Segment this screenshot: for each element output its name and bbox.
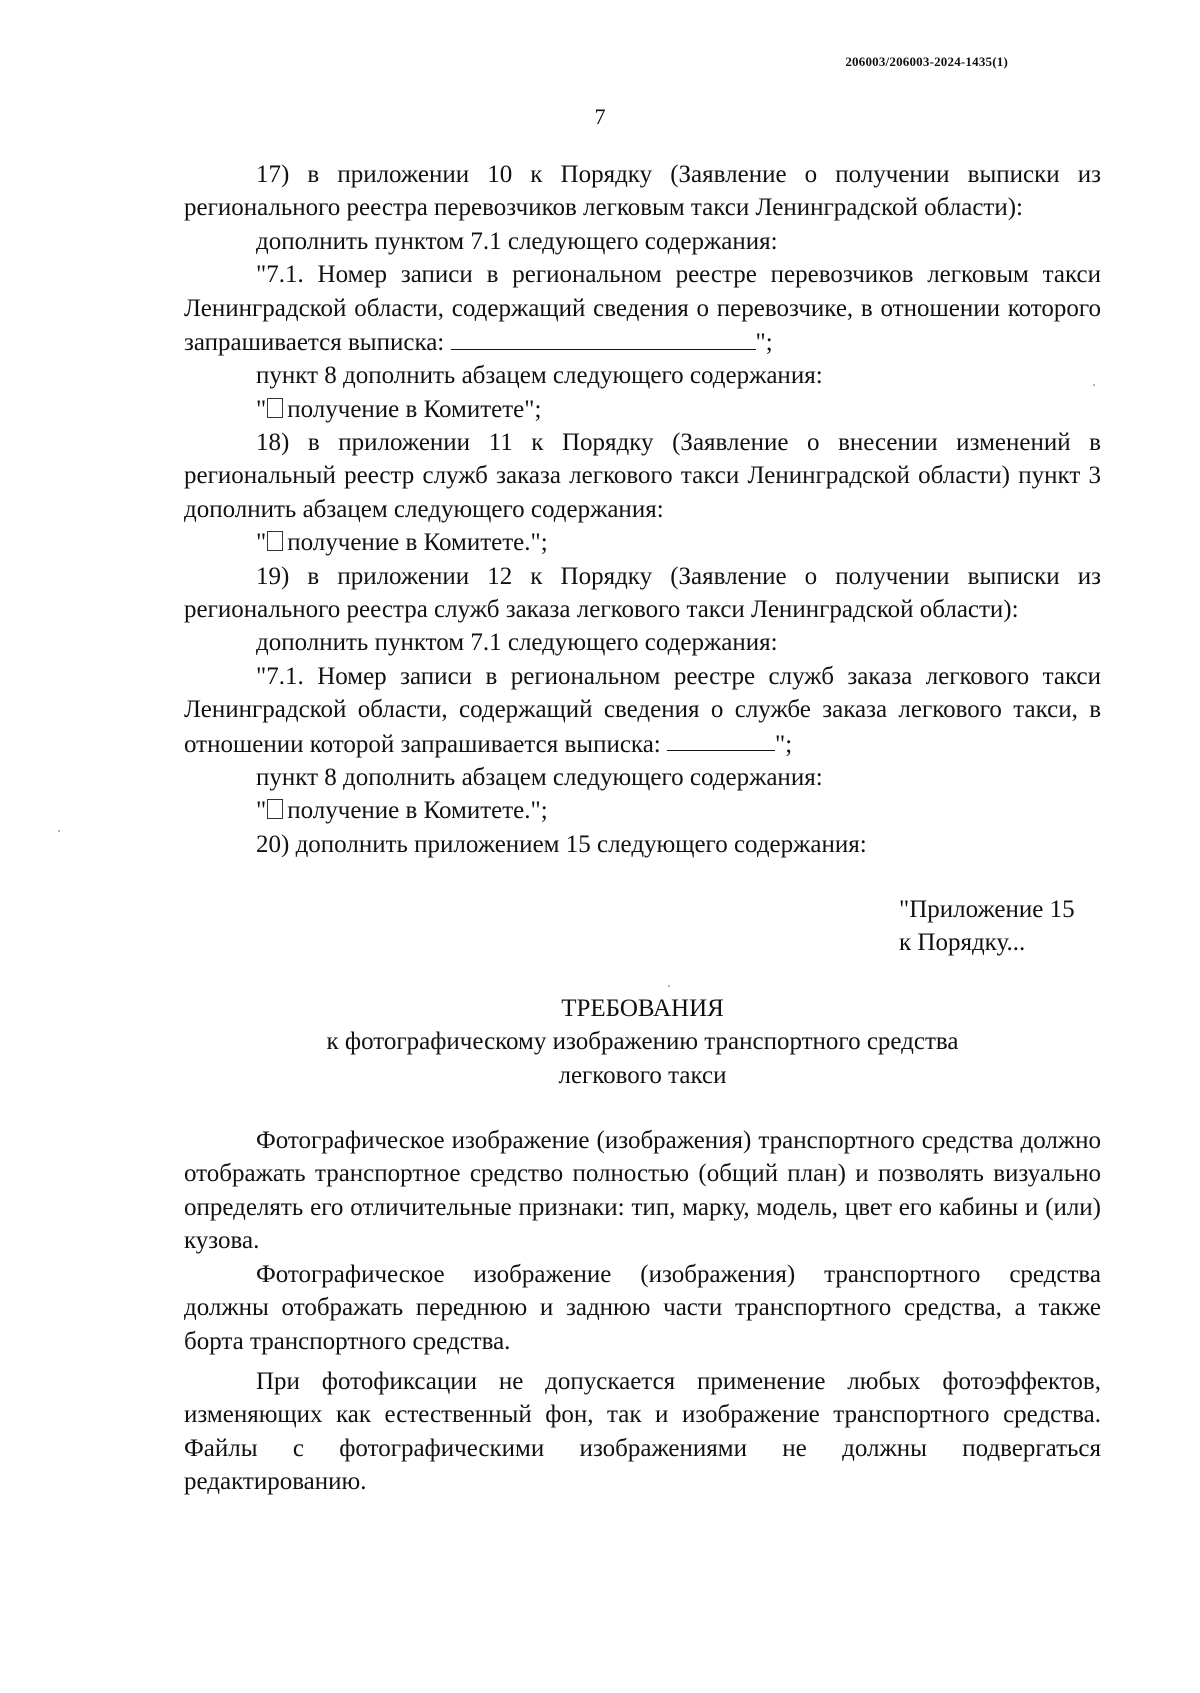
item-20: 20) дополнить приложением 15 следующего содержания:: [256, 830, 867, 858]
appendix-line-2: к Порядку...: [899, 929, 1026, 957]
requirements-heading: [184, 992, 1101, 1092]
checkbox-icon: [267, 531, 283, 551]
item-17-intro: 17) в приложении 10 к Порядку (Заявление о получении выписки из регионального реестра перевозчиков легковым такси Ленинградской области):: [184, 161, 1101, 222]
checkbox-icon: [267, 799, 283, 819]
document-id: 206003/206003-2024-1435(1): [845, 54, 1008, 69]
item-19-point-7-1: [184, 660, 1101, 761]
item-19-quote-text: получение в Комитете.";: [287, 797, 548, 825]
item-18-quote: [184, 526, 1101, 559]
item-19-point-8: пункт 8 дополнить абзацем следующего содержания:: [256, 763, 823, 791]
item-19-point-7-1-text: "7.1. Номер записи в региональном реестре служб заказа легкового такси Ленинградской области, содержащий сведения о службе заказа легкового такси, в отношении которой запрашивается выписка:: [184, 662, 1101, 758]
requirements-subtitle-line-2: легкового такси: [558, 1061, 727, 1089]
scan-speck: [668, 985, 670, 987]
fill-in-blank-line: [667, 727, 775, 752]
quote-mark: ": [256, 395, 267, 423]
item-19-intro: 19) в приложении 12 к Порядку (Заявление о получении выписки из регионального реестра служб заказа легкового такси Ленинградской области):: [184, 562, 1101, 624]
page-number: 7: [594, 104, 606, 129]
item-17-add-point: дополнить пунктом 7.1 следующего содержания:: [256, 227, 778, 255]
requirements-subtitle-line-1: к фотографическому изображению транспортного средства: [326, 1028, 959, 1056]
item-17-point-7-1: [184, 258, 1101, 359]
item-17-point-7-1-close: ";: [755, 328, 773, 356]
item-19-point-7-1-close: ";: [774, 730, 793, 758]
quote-mark: ": [256, 529, 267, 557]
requirements-paragraph-1: Фотографическое изображение (изображения) транспортного средства должно отображать транспортное средство полностью (общий план) и позволять визуально определять его отличительные признаки: тип, марку, модель, цвет его кабины и (или) кузова.: [184, 1127, 1101, 1255]
checkbox-icon: [267, 398, 283, 418]
item-18-intro: 18) в приложении 11 к Порядку (Заявление о внесении изменений в региональный реестр служб заказа легкового такси Ленинградской области) пункт 3 дополнить абзацем следующего содержания:: [184, 429, 1101, 523]
requirements-title: ТРЕБОВАНИЯ: [561, 994, 724, 1022]
item-17-point-8: пункт 8 дополнить абзацем следующего содержания:: [256, 362, 823, 390]
requirements-paragraph-3: При фотофиксации не допускается применение любых фотоэффектов, изменяющих как естественный фон, так и изображение транспортного средства. Файлы с фотографическими изображениями не должны подвергаться редактированию.: [184, 1367, 1101, 1496]
item-17-quote: [184, 393, 1101, 426]
item-19-add-point: дополнить пунктом 7.1 следующего содержания:: [256, 629, 778, 657]
item-17-quote-text: получение в Комитете";: [287, 395, 542, 423]
item-17-point-7-1-text: "7.1. Номер записи в региональном реестре перевозчиков легковым такси Ленинградской области, содержащий сведения о перевозчике, в отношении которого запрашивается выписка:: [184, 261, 1101, 356]
quote-mark: ": [256, 797, 267, 825]
item-18-quote-text: получение в Комитете.";: [287, 529, 548, 557]
appendix-reference: [899, 893, 1101, 960]
scan-speck: [1093, 384, 1095, 386]
item-19-quote: [184, 794, 1101, 827]
scan-speck: [58, 830, 60, 832]
requirements-text: [184, 1124, 1101, 1498]
document-body: [184, 158, 1101, 1499]
appendix-line-1: "Приложение 15: [899, 896, 1075, 924]
fill-in-blank-line: [451, 325, 756, 350]
requirements-paragraph-2: Фотографическое изображение (изображения) транспортного средства должны отображать переднюю и заднюю части транспортного средства, а также борта транспортного средства.: [184, 1260, 1101, 1355]
